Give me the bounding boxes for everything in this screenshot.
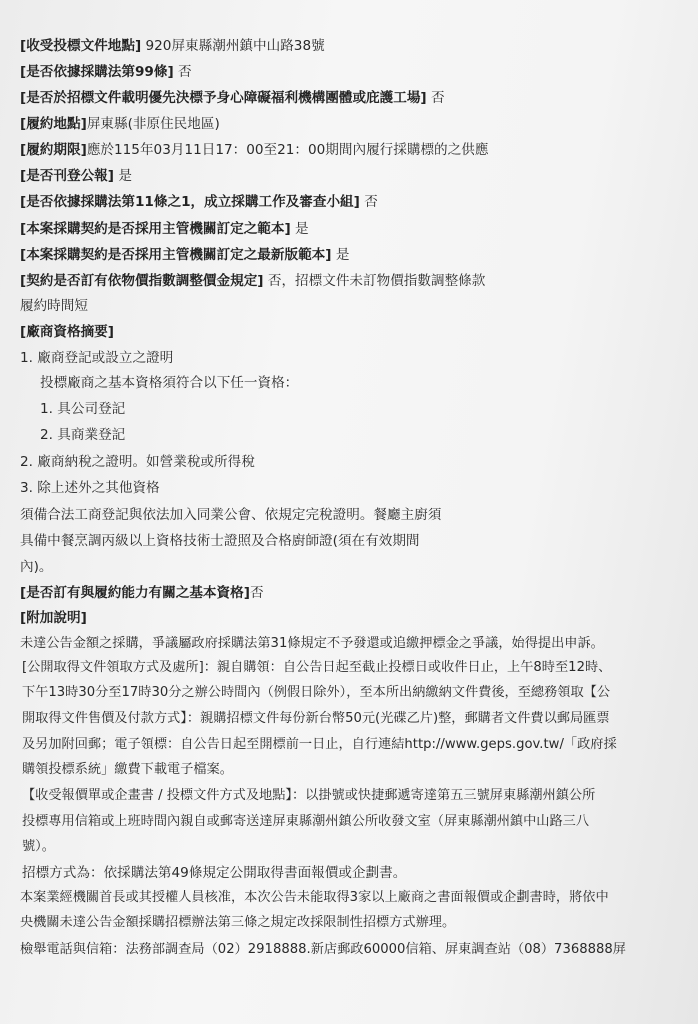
document-line	[0, 888, 698, 908]
field-value: 開取得文件售價及付款方式】：親購招標文件每份新台幣50元(光碟乙片)整，郵購者文件費以郵局匯票	[22, 711, 610, 726]
field-value: 是	[290, 221, 309, 237]
document-line	[0, 62, 698, 82]
document-line	[0, 735, 698, 755]
document-line	[0, 583, 698, 603]
field-label: [是否依據採購法第11條之1，成立採購工作及審查小組]	[20, 194, 360, 210]
field-value: 檢舉電話與信箱：法務部調查局（02）2918888.新店郵政60000信箱、屏東調查站（08）7368888屏	[20, 942, 626, 957]
document-line	[0, 348, 698, 368]
document-line	[0, 166, 698, 186]
field-label: [是否於招標文件載明優先決標予身心障礙福利機構團體或庇護工場]	[20, 90, 427, 106]
document-line	[0, 36, 698, 56]
field-value: 3. 除上述外之其他資格	[20, 480, 160, 496]
field-value: 須備合法工商登記與依法加入同業公會、依規定完稅證明。餐廳主廚須	[20, 507, 442, 523]
field-label: [本案採購契約是否採用主管機關訂定之範本]	[20, 221, 291, 237]
document-line	[0, 683, 698, 703]
document-line	[0, 837, 698, 857]
field-value: 1. 廠商登記或設立之證明	[20, 350, 174, 366]
document-line	[0, 399, 698, 419]
document-line	[0, 192, 698, 212]
document-line	[0, 425, 698, 445]
field-value: 央機關未達公告金額採購招標辦法第三條之規定改採限制性招標方式辦理。	[20, 915, 456, 930]
document-line	[0, 88, 698, 108]
document-line	[0, 557, 698, 577]
field-value: 招標方式為：依採購法第49條規定公開取得書面報價或企劃書。	[22, 865, 407, 881]
field-label: [履約期限]	[20, 142, 87, 158]
field-value: 2. 具商業登記	[40, 427, 126, 443]
field-value: 下午13時30分至17時30分之辦公時間內（例假日除外），至本所出納繳納文件費後，至總務領取【公	[22, 685, 611, 700]
field-value: 否	[173, 64, 192, 80]
field-value: 應於115年03月11日17：00至21：00期間內履行採購標的之供應	[86, 142, 489, 158]
field-value: 2. 廠商納稅之證明。如營業稅或所得稅	[20, 454, 255, 470]
document-line	[0, 219, 698, 239]
document-line	[0, 863, 698, 883]
field-label: [契約是否訂有依物價指數調整價金規定]	[20, 273, 264, 289]
field-value: 及另加附回郵；電子領標：自公告日起至開標前一日止，自行連結http://www.geps.gov.tw/「政府採	[22, 737, 617, 752]
document-line	[0, 505, 698, 525]
field-value: 具備中餐烹調丙級以上資格技術士證照及合格廚師證(須在有效期間	[20, 533, 420, 549]
field-label: [是否訂有與履約能力有關之基本資格]	[20, 585, 250, 601]
field-value: 本案業經機關首長或其授權人員核准，本次公告未能取得3家以上廠商之書面報價或企劃書時，將依中	[20, 890, 609, 905]
document-line	[0, 634, 698, 654]
field-label: [本案採購契約是否採用主管機關訂定之最新版範本]	[20, 247, 332, 263]
document-line	[0, 322, 698, 342]
field-label: [履約地點]	[20, 116, 87, 132]
field-label: [廠商資格摘要]	[20, 324, 114, 340]
document-line	[0, 940, 698, 960]
document-line	[0, 478, 698, 498]
document-line	[0, 760, 698, 780]
document-line	[0, 812, 698, 832]
document-line	[0, 658, 698, 678]
field-value: 920屏東縣潮州鎮中山路38號	[141, 38, 325, 54]
field-label: [附加說明]	[20, 610, 87, 626]
field-value: 否	[249, 585, 264, 601]
field-value: 未達公告金額之採購，爭議屬政府採購法第31條規定不予發還或追繳押標金之爭議，始得提出申訴。	[20, 636, 604, 651]
field-value: 是	[114, 168, 132, 184]
document-line	[0, 296, 698, 316]
document-line	[0, 531, 698, 551]
field-label: [是否依據採購法第99條]	[20, 64, 174, 80]
field-value: 投標廠商之基本資格須符合以下任一資格：	[40, 375, 299, 391]
field-value: 否，招標文件未訂物價指數調整條款	[263, 273, 486, 289]
document-line	[0, 709, 698, 729]
field-value: 是	[331, 247, 350, 263]
field-value: 否	[359, 194, 378, 210]
field-value: [公開取得文件領取方式及處所]：親自購領：自公告日起至截止投標日或收件日止，上午8時至12時、	[22, 660, 612, 675]
document-line	[0, 140, 698, 160]
document-line	[0, 913, 698, 933]
field-label: [收受投標文件地點]	[20, 38, 142, 54]
field-value: 購領投標系統」繳費下載電子檔案。	[22, 762, 233, 777]
field-value: 屏東縣(非原住民地區)	[86, 116, 220, 132]
field-value: 1. 具公司登記	[40, 401, 126, 417]
document-line	[0, 373, 698, 393]
document-line	[0, 608, 698, 628]
field-value: 內)。	[20, 559, 53, 575]
field-label: [是否刊登公報]	[20, 168, 114, 184]
field-value: 【收受報價單或企畫書 / 投標文件方式及地點】：以掛號或快捷郵遞寄達第五三號屏東縣潮州鎮公所	[22, 788, 596, 803]
document-line	[0, 452, 698, 472]
field-value: 號）。	[22, 839, 55, 854]
document-line	[0, 114, 698, 134]
field-value: 履約時間短	[20, 298, 88, 314]
field-value: 投標專用信箱或上班時間內親自或郵寄送達屏東縣潮州鎮公所收發文室（屏東縣潮州鎮中山路三八	[22, 814, 590, 829]
document-line	[0, 786, 698, 806]
document-line	[0, 271, 698, 291]
document-line	[0, 245, 698, 265]
field-value: 否	[426, 90, 445, 106]
